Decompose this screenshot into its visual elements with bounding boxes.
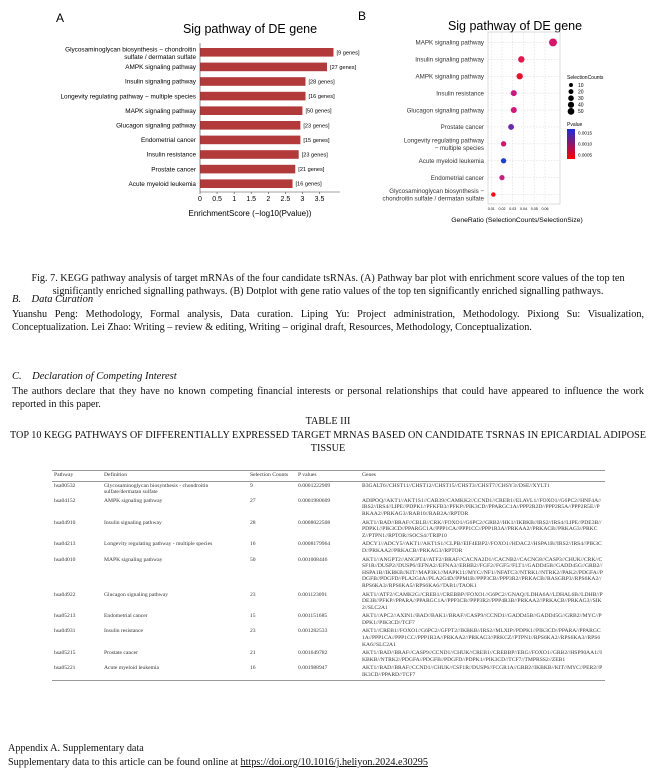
size-legend-label: 30	[578, 96, 584, 102]
dot	[508, 124, 514, 130]
competing-interest-heading: C. Declaration of Competing Interest	[12, 371, 177, 382]
x-tick-label: 3	[300, 196, 305, 203]
cell-genes: AKT1//BAD//BRAF//CCND1//CHUK//CSF1R//DUSP6//FCGR1A//GRB2//IKBKB//KIT//MYC//PER2//PIK3CD//PPARD//TCF7	[360, 664, 605, 680]
cell-definition: Insulin resistance	[104, 628, 143, 635]
size-legend	[567, 75, 604, 115]
doi-link[interactable]: https://doi.org/10.1016/j.heliyon.2024.e30295	[240, 757, 428, 768]
x-tick-label: 0.02	[498, 207, 506, 211]
figure-caption: Fig. 7. KEGG pathway analysis of target mRNAs of the four candidate tsRNAs. (A) Pathway bar plot with enrichment score values of the top ten significantly enriched signalling pathways. (B) Dotplot with gene ratio values of the top ten significantly enriched signalling pathways.	[31, 273, 625, 297]
x-tick-label: 0.01	[487, 207, 495, 211]
cell-genes: ADCY1//ADCY5//AKT1//AKT1S1//CLPB//EIF4EBP2//FOXO1//HDAC2//HSPA1B//IRS2//IRS4//PIK3CD//PRKAA2//PRKACB//PRKAG3//RPTOR	[362, 541, 602, 554]
cell-counts: 16	[248, 664, 296, 680]
bar-label: [15 genes]	[303, 137, 330, 144]
category-label-a: sulfate / dermatan sulfate	[124, 53, 196, 61]
size-legend-label: 10	[578, 82, 584, 89]
table-row	[52, 591, 605, 613]
x-tick-label: 1.5	[246, 196, 257, 203]
bar-label: [28 genes]	[308, 79, 335, 86]
cell-pathway: hsa04931	[54, 628, 76, 635]
dot	[501, 158, 506, 163]
cell-pvalue: 0.001282533	[298, 628, 328, 635]
bar	[200, 48, 334, 57]
cell-counts: 21	[250, 650, 256, 657]
cell-pvalue: 0.001008446	[298, 556, 328, 563]
chart-b-title: Sig pathway of DE gene	[447, 19, 583, 33]
cell-pvalue: 0.001151685	[298, 613, 328, 620]
x-tick-label: 2	[266, 196, 271, 203]
cell-pathway: hsa05215	[54, 650, 76, 657]
panel-label-a: A	[56, 11, 65, 25]
panel-label-b: B	[358, 9, 367, 23]
cell-genes: B3GALT6//CHST11//CHST12//CHST15//CHST3//CHST7//CHSY3//DSE//XYLT1	[362, 482, 550, 489]
category-label-b: − multiple species	[434, 144, 484, 152]
size-legend-label: 20	[578, 89, 584, 96]
chart-a-title: Sig pathway of DE gene	[182, 22, 318, 36]
category-label-a: AMPK signaling pathway	[125, 64, 196, 72]
size-legend-label: 40	[578, 102, 584, 109]
cell-counts: 16	[250, 541, 256, 548]
cell-definition: Longevity regulating pathway - multiple species	[104, 541, 213, 548]
cell-genes: AKT1//ANGPT2//ANGPT4//ATF2//BRAF//CACNA2D1//CACNB2//CACNG8//CASP3//CHUK//CRK//CSF1R//DUSP2//DUSP6//EFNA2//EFNA3//ERBB2//FGF2//FGF5//FLT1//GADD45B//GADD45G//GRB2//HSPA1B//IKBKB//KIT//MAP3K1//MAPK11//MYC//NF1//NFATC3//NTRK1//NTRK2//PAK2//PDGFA//PDGFB//PDGFD//PLA2G4A//PLA2G4D//PPM1B//PPP3CB//PPP3R2//PRKACB//RASGRP3//RPS6KA2//RPS6KA3//RPS6KA5//RPS6KA6//TAB1//TAOK1	[362, 556, 603, 589]
color-legend-label: 0.0010	[578, 141, 593, 147]
category-label-a: Prostate cancer	[151, 166, 196, 174]
bar-label: [27 genes]	[330, 64, 357, 71]
dot	[491, 192, 496, 197]
cell-pathway: hsa04213	[54, 541, 76, 548]
x-tick-label: 3.5	[314, 196, 325, 203]
col-header-definition: Definition	[102, 471, 248, 482]
cell-pathway: hsa04910	[54, 519, 76, 526]
category-label-b: Longevity regulating pathway	[403, 137, 484, 145]
cell-definition: AMPK signaling pathway	[104, 497, 163, 504]
category-label-b: Glycosaminoglycan biosynthesis −	[389, 188, 484, 196]
data-curation-heading: B. Data Curation	[12, 294, 94, 305]
x-tick-label: 0.06	[541, 207, 549, 211]
x-tick-label: 2.5	[280, 196, 291, 203]
competing-interest-text: The authors declare that they have no known competing financial interests or personal relationships that could have appeared to influence the work reported in this paper.	[12, 386, 644, 410]
color-legend-bar	[567, 129, 575, 159]
cell-pvalue: 0.0008179964	[298, 541, 331, 548]
dot	[499, 175, 504, 180]
col-header-genes: Genes	[360, 471, 605, 482]
table-row	[52, 664, 605, 680]
cell-definition: Insulin signaling pathway	[104, 519, 162, 526]
bar	[200, 165, 295, 174]
cell-definition: Glucagon signaling pathway	[104, 591, 169, 598]
cell-counts: 27	[250, 497, 256, 504]
bar-label: [9 genes]	[336, 50, 360, 57]
cell-pvalue: 0.001649782	[298, 650, 328, 657]
x-tick-label: 1	[232, 196, 237, 203]
cell-counts: 23	[250, 628, 256, 635]
table-row	[52, 519, 605, 541]
col-header-pathway: Pathway	[52, 471, 102, 482]
category-label-a: Endometrial cancer	[140, 137, 196, 145]
col-header-counts: Selection Counts	[248, 471, 296, 482]
size-legend-title: SelectionCounts	[567, 75, 604, 81]
bar-label: [23 genes]	[303, 123, 330, 130]
cell-genes: AKT1//BAD//BRAF//CASP9//CCND1//CHUK//CREB1//CREBBP//ERG//FOXO1//GRB2//HSP90AA1//IKBKB//NTRK2//PDGFA//PDGFB//PDGFD//PDPK1//PIK3CD//TCF7//TMPRSS2//ZEB1	[362, 650, 602, 663]
table-label: TABLE III	[305, 416, 351, 427]
size-legend-dot	[569, 89, 574, 94]
cell-genes: AKT1//ATF2//CAMK2G//CREB1//CREBBP//FOXO1//G6PC2//GNAQ//LDHA6A//LDHAL6B//LDHB//PDE3B//PFKP//PPARA//PPARGC1A//PPP3CB//PPP3R2//PPP4R3B//PRKAA2//PRKACB//PRKAG3//SIK2//SLC2A1	[362, 591, 603, 611]
bar	[200, 63, 327, 72]
category-label-b: Acute myeloid leukemia	[418, 157, 484, 165]
cell-counts: 23	[250, 591, 256, 598]
table-row	[52, 556, 605, 591]
category-label-a: MAPK signaling pathway	[125, 107, 196, 115]
cell-counts: 50	[250, 556, 256, 563]
cell-definition: MAPK signaling pathway	[104, 556, 163, 563]
category-label-b: Insulin signaling pathway	[415, 56, 484, 64]
color-legend-label: 0.0015	[578, 130, 593, 136]
bar-label: [50 genes]	[305, 108, 332, 115]
chart-a	[0, 0, 360, 222]
chart-a-xlabel: EnrichmentScore (−log10(Pvalue))	[188, 209, 312, 218]
x-tick-label: 0.03	[509, 207, 517, 211]
category-label-a: Glucagon signaling pathway	[116, 122, 196, 130]
size-legend-dot	[569, 83, 573, 87]
color-legend-title: Pvalue	[567, 122, 583, 128]
dot	[518, 56, 524, 62]
bar	[200, 77, 306, 86]
size-legend-dot	[568, 108, 575, 115]
cell-pvalue: 0.0001222909	[298, 482, 331, 489]
bar	[200, 150, 299, 159]
table-row	[52, 627, 605, 649]
category-label-b: Prostate cancer	[440, 124, 484, 132]
cell-pathway: hsa04922	[54, 591, 76, 598]
category-label-a: Insulin signaling pathway	[124, 78, 196, 86]
bar	[200, 136, 300, 145]
cell-pathway: hsa05213	[54, 613, 76, 620]
x-tick-label: 0.5	[212, 196, 222, 203]
cell-definition: Endometrial cancer	[104, 613, 148, 620]
cell-genes: ADIPOQ//AKT1//AKT1S1//CAB39//CAMKK2//CCND1//CREB1//ELAVL1//FOXO1//G6PC2//HNF4A//IRS2//IRS4//LIPE//PDPK1//PFKFB3//PFKP//PIK3CD//PPARGC1A//PPP2R2D//PPP2R5A//PPP2R5E//PRKAA2//PRKAG3//RAB10//RAB2A//RPTOR	[362, 497, 602, 517]
cell-definition: Acute myeloid leukemia	[102, 664, 248, 680]
color-legend-label: 0.0005	[578, 152, 593, 158]
x-tick-label: 0.05	[530, 207, 538, 211]
dot	[501, 141, 506, 146]
category-label-b: MAPK signaling pathway	[415, 39, 484, 47]
size-legend-dot	[568, 95, 574, 101]
appendix-heading: Appendix A. Supplementary data	[8, 743, 144, 754]
color-legend	[567, 122, 592, 159]
table-row	[52, 497, 605, 519]
bar-label: [16 genes]	[308, 94, 335, 101]
category-label-b: AMPK signaling pathway	[415, 73, 484, 81]
col-header-pvalue: P values	[296, 471, 360, 482]
bar-label: [23 genes]	[301, 152, 328, 159]
dot	[517, 73, 523, 79]
cell-genes: AKT1//CREB1//FOXO1//G6PC2//GFPT2//IKBKB//IRS2//MLXIP//PDPK1//PIK3CD//PPARA//PPARGC1A//PPP1CA//PPP1CC//PPP1R3A//PRKAA2//PRKAG3//PRKCZ//PTPN1//RPS6KA2//RPS6KA3//RPS6KA6//SLC2A1	[362, 628, 601, 648]
table-title: TOP 10 KEGG PATHWAYS OF DIFFERENTIALLY EXPRESSED TARGET MRNAS BASED ON CANDIDATE TSRNAS IN EPICARDIAL ADIPOSE TISSUE	[10, 430, 646, 454]
cell-genes: AKT1//BAD//BRAF//CBLB//CRK//FOXO1//G6PC2//GRB2//HK1//IKBKB//IRS2//IRS4//LIPE//PDE3B//PDPK1//PIK3CD//PPARGC1A//PPP1CA//PPP1CC//PPP1R3A//PRKAA2//PRKACB//PRKAG3//PRKCZ//PTPN1//RPTOR//SOCS4//TRIP10	[362, 519, 602, 539]
bar-label: [16 genes]	[295, 181, 322, 188]
category-label-b: Endometrial cancer	[430, 174, 484, 182]
bar	[200, 179, 293, 188]
bar	[200, 106, 302, 115]
dot	[549, 38, 557, 46]
category-label-a: Glycosaminoglycan biosynthesis − chondroitin	[65, 46, 196, 54]
category-label-b: chondroitin sulfate / dermatan sulfate	[382, 195, 484, 203]
cell-pathway: hsa04010	[54, 556, 76, 563]
dot	[511, 107, 517, 113]
category-label-a: Longevity regulating pathway − multiple species	[60, 93, 196, 101]
cell-definition: Prostate cancer	[104, 650, 139, 657]
dot	[511, 90, 517, 96]
table-row	[52, 481, 605, 497]
cell-genes: AKT1//APC2//AXIN1//BAD//BAK1//BRAF//CASP9//CCND1//GADD45B//GADD45G//GRB2//MYC//PDPK1//PIK3CD//TCF7	[362, 613, 602, 626]
category-label-a: Insulin resistance	[146, 151, 196, 159]
category-label-b: Insulin resistance	[436, 90, 484, 98]
cell-definition: Glycosaminoglycan biosynthesis - chondroitin sulfate/dermatan sulfate	[104, 482, 209, 496]
cell-pvalue: 0.0008022508	[298, 519, 331, 526]
bar	[200, 92, 306, 101]
chart-b	[345, 0, 650, 232]
appendix-sentence: Supplementary data to this article can be found online at	[8, 757, 241, 768]
cell-counts: 28	[250, 519, 256, 526]
size-legend-dot	[568, 102, 574, 108]
table-row	[52, 540, 605, 555]
data-curation-text: Yuanshu Peng: Methodology, Formal analysis, Data curation. Liping Yu: Project administration, Methodology. Pixiong Su: Visualization, Conceptualization. Lei Zhao: Writing – review & editing, Writing – original draft, Resources, Methodology, Conceptualization.	[12, 309, 644, 333]
size-legend-label: 50	[578, 109, 584, 116]
cell-counts: 15	[250, 613, 256, 620]
cell-pathway: hsa00532	[54, 482, 76, 489]
category-label-a: Acute myeloid leukemia	[128, 180, 196, 188]
bar-label: [21 genes]	[298, 167, 325, 174]
bar	[200, 121, 300, 130]
table-row	[52, 649, 605, 664]
table-row	[52, 612, 605, 627]
cell-counts: 9	[250, 482, 253, 489]
kegg-table	[52, 470, 605, 761]
cell-pathway: hsa05221	[52, 664, 102, 680]
cell-pvalue: 0.001123091	[298, 591, 328, 598]
x-tick-label: 0.04	[519, 207, 527, 211]
chart-b-xlabel: GeneRatio (SelectionCounts/SelectionSize)	[451, 217, 583, 224]
cell-pvalue: 0.0001980609	[298, 497, 331, 504]
category-label-b: Glucagon signaling pathway	[406, 107, 484, 115]
cell-pvalue: 0.001988947	[296, 664, 360, 680]
x-tick-label: 0	[198, 196, 202, 203]
cell-pathway: hsa04152	[54, 497, 76, 504]
appendix-text	[8, 756, 428, 769]
